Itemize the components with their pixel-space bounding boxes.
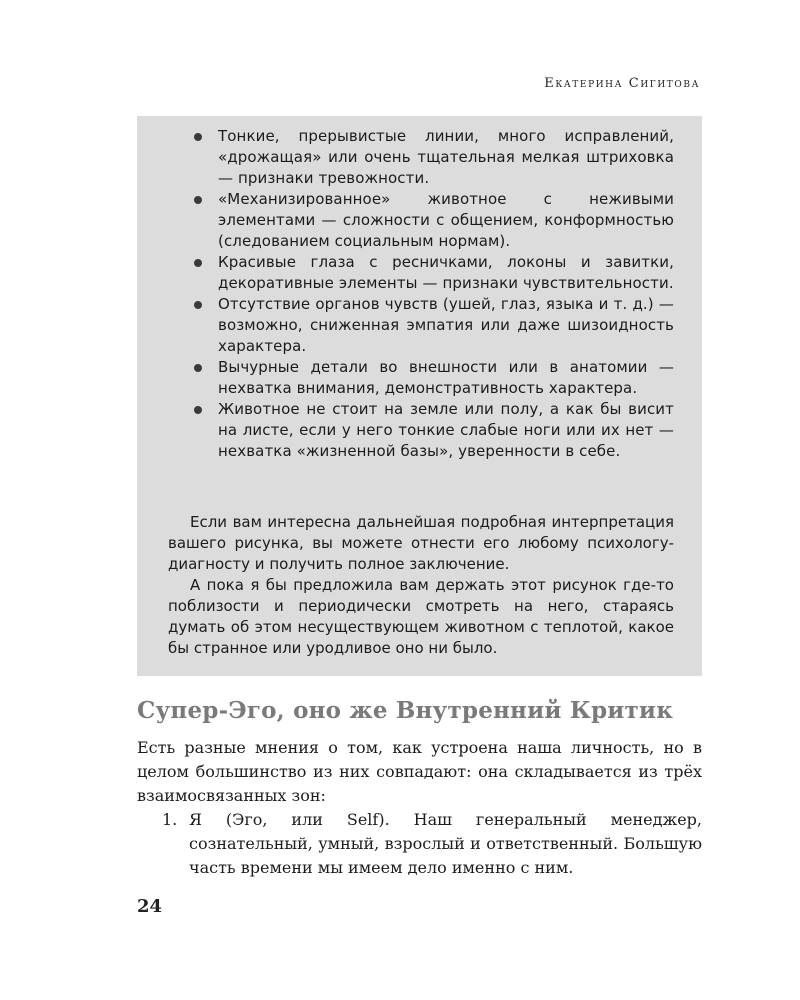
section-intro-paragraph: Есть разные мнения о том, как устроена наша личность, но в целом большинство из них совпадают: она складывается из трёх взаимосвязанных зон: xyxy=(137,738,702,805)
running-header-author: Екатерина Сигитова xyxy=(544,76,700,91)
list-number: 1. xyxy=(162,810,178,829)
bullet-dot-icon xyxy=(194,133,202,141)
box-paragraph: А пока я бы предложила вам держать этот рисунок где-то поблизости и периодически смотреть на него, стараясь думать об этом несуществующем животном с теплотой, какое бы странное или уродливое оно ни было. xyxy=(168,576,674,657)
list-item-text: Я (Эго, или Self). Наш генеральный менеджер, сознательный, умный, взрослый и ответственный. Большую часть времени мы имеем дело именно с ним. xyxy=(189,810,702,877)
list-item: «Механизированное» животное с неживыми элементами — сложности с общением, конформностью (следованием социальным нормам). xyxy=(137,189,702,252)
page-number: 24 xyxy=(137,896,163,917)
bullet-list xyxy=(137,126,702,462)
bullet-dot-icon xyxy=(194,301,202,309)
list-item: Тонкие, прерывистые линии, много исправлений, «дрожащая» или очень тщательная мелкая штриховка — признаки тревожности. xyxy=(137,126,702,189)
bullet-dot-icon xyxy=(194,364,202,372)
bullet-dot-icon xyxy=(194,259,202,267)
numbered-list-item xyxy=(137,808,702,880)
section-heading: Супер-Эго, оно же Внутренний Критик xyxy=(137,697,673,724)
bullet-dot-icon xyxy=(194,406,202,414)
numbered-list xyxy=(137,808,702,880)
box-paragraph: Если вам интересна дальнейшая подробная интерпретация вашего рисунка, вы можете отнести его любому психологу-диагносту и получить полное заключение. xyxy=(168,513,674,573)
list-item: Животное не стоит на земле или полу, а как бы висит на листе, если у него тонкие слабые ноги или их нет — нехватка «жизненной базы», уверенности в себе. xyxy=(137,399,702,462)
list-item: Вычурные детали во внешности или в анатомии — нехватка внимания, демонстративность характера. xyxy=(137,357,702,399)
bullet-dot-icon xyxy=(194,196,202,204)
list-item: Красивые глаза с ресничками, локоны и завитки, декоративные элементы — признаки чувствительности. xyxy=(137,252,702,294)
box-paragraphs xyxy=(168,512,674,659)
highlight-box xyxy=(137,116,702,676)
list-item: Отсутствие органов чувств (ушей, глаз, языка и т. д.) — возможно, сниженная эмпатия или даже шизоидность характера. xyxy=(137,294,702,357)
